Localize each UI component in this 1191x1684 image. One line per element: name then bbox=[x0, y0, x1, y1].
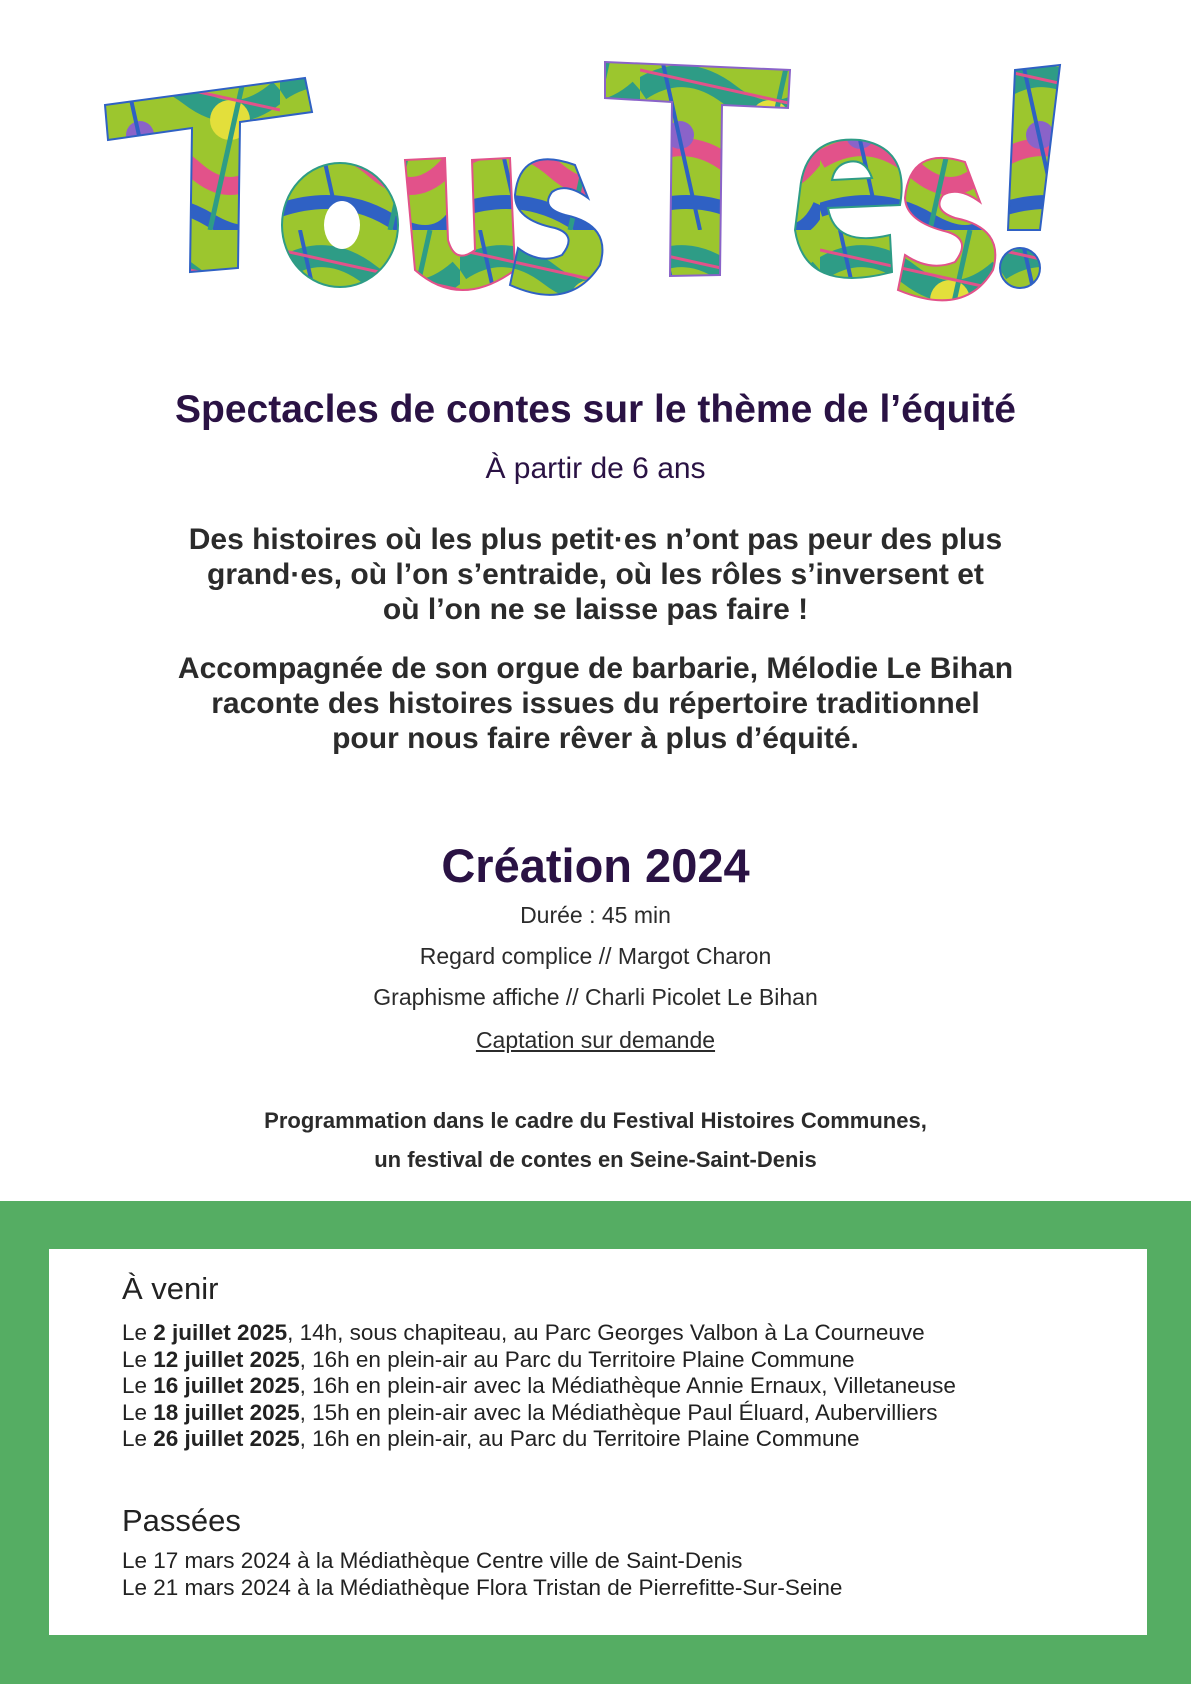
upcoming-item: Le 16 juillet 2025, 16h en plein-air avec la Médiathèque Annie Ernaux, Villetaneuse bbox=[122, 1373, 956, 1398]
past-heading: Passées bbox=[122, 1503, 241, 1538]
captation-link[interactable]: Captation sur demande bbox=[475, 1027, 716, 1053]
past-item: Le 17 mars 2024 à la Médiathèque Centre ville de Saint-Denis bbox=[122, 1548, 743, 1573]
logo-letter-e bbox=[795, 140, 902, 278]
upcoming-item: Le 26 juillet 2025, 16h en plein-air, au Parc du Territoire Plaine Commune bbox=[122, 1426, 860, 1451]
logo-letter-t2 bbox=[605, 62, 790, 276]
event-date: 26 juillet 2025 bbox=[153, 1426, 300, 1451]
upcoming-item: Le 18 juillet 2025, 15h en plein-air avec la Médiathèque Paul Éluard, Aubervilliers bbox=[122, 1399, 938, 1425]
description-line: Accompagnée de son orgue de barbarie, Mélodie Le Bihan bbox=[177, 652, 1014, 685]
title-logo-artwork bbox=[100, 50, 1090, 350]
past-item: Le 21 mars 2024 à la Médiathèque Flora Tristan de Pierrefitte-Sur-Seine bbox=[122, 1574, 843, 1600]
description-line: Des histoires où les plus petit·es n’ont pas peur des plus bbox=[188, 523, 1003, 556]
upcoming-list bbox=[122, 1320, 956, 1453]
event-date: 2 juillet 2025 bbox=[153, 1320, 288, 1345]
description-line: raconte des histoires issues du répertoire traditionnel bbox=[211, 687, 980, 720]
event-date: 18 juillet 2025 bbox=[153, 1399, 300, 1425]
upcoming-heading: À venir bbox=[122, 1271, 219, 1306]
logo-letter-t1 bbox=[105, 78, 312, 272]
duration-text: Durée : 45 min bbox=[520, 902, 671, 928]
creation-title: Création 2024 bbox=[441, 839, 750, 892]
upcoming-item: Le 12 juillet 2025, 16h en plein-air au Parc du Territoire Plaine Commune bbox=[122, 1346, 855, 1372]
title-logo bbox=[100, 50, 1090, 350]
page-subtitle: Spectacles de contes sur le thème de l’équité bbox=[175, 388, 1016, 431]
programmation-line-2: un festival de contes en Seine-Saint-Denis bbox=[374, 1147, 817, 1172]
description-line: grand·es, où l’on s’entraide, où les rôles s’inversent et bbox=[207, 558, 984, 591]
past-list bbox=[122, 1548, 842, 1601]
description-line: pour nous faire rêver à plus d’équité. bbox=[332, 722, 859, 755]
logo-letter-s2 bbox=[898, 158, 995, 300]
description-paragraph-1 bbox=[0, 522, 1191, 627]
age-range: À partir de 6 ans bbox=[485, 452, 706, 485]
graphisme-credit: Graphisme affiche // Charli Picolet Le Bihan bbox=[373, 984, 818, 1010]
logo-letter-s1 bbox=[510, 159, 602, 295]
event-date: 12 juillet 2025 bbox=[153, 1346, 300, 1372]
upcoming-item: Le 2 juillet 2025, 14h, sous chapiteau, au Parc Georges Valbon à La Courneuve bbox=[122, 1320, 925, 1345]
logo-exclamation bbox=[1008, 65, 1060, 230]
logo-letter-u bbox=[405, 158, 515, 290]
regard-credit: Regard complice // Margot Charon bbox=[419, 943, 772, 969]
description-line: où l’on ne se laisse pas faire ! bbox=[382, 593, 809, 626]
event-date: 16 juillet 2025 bbox=[153, 1373, 300, 1398]
description-paragraph-2 bbox=[0, 651, 1191, 756]
programmation-line-1: Programmation dans le cadre du Festival Histoires Communes, bbox=[264, 1108, 927, 1133]
